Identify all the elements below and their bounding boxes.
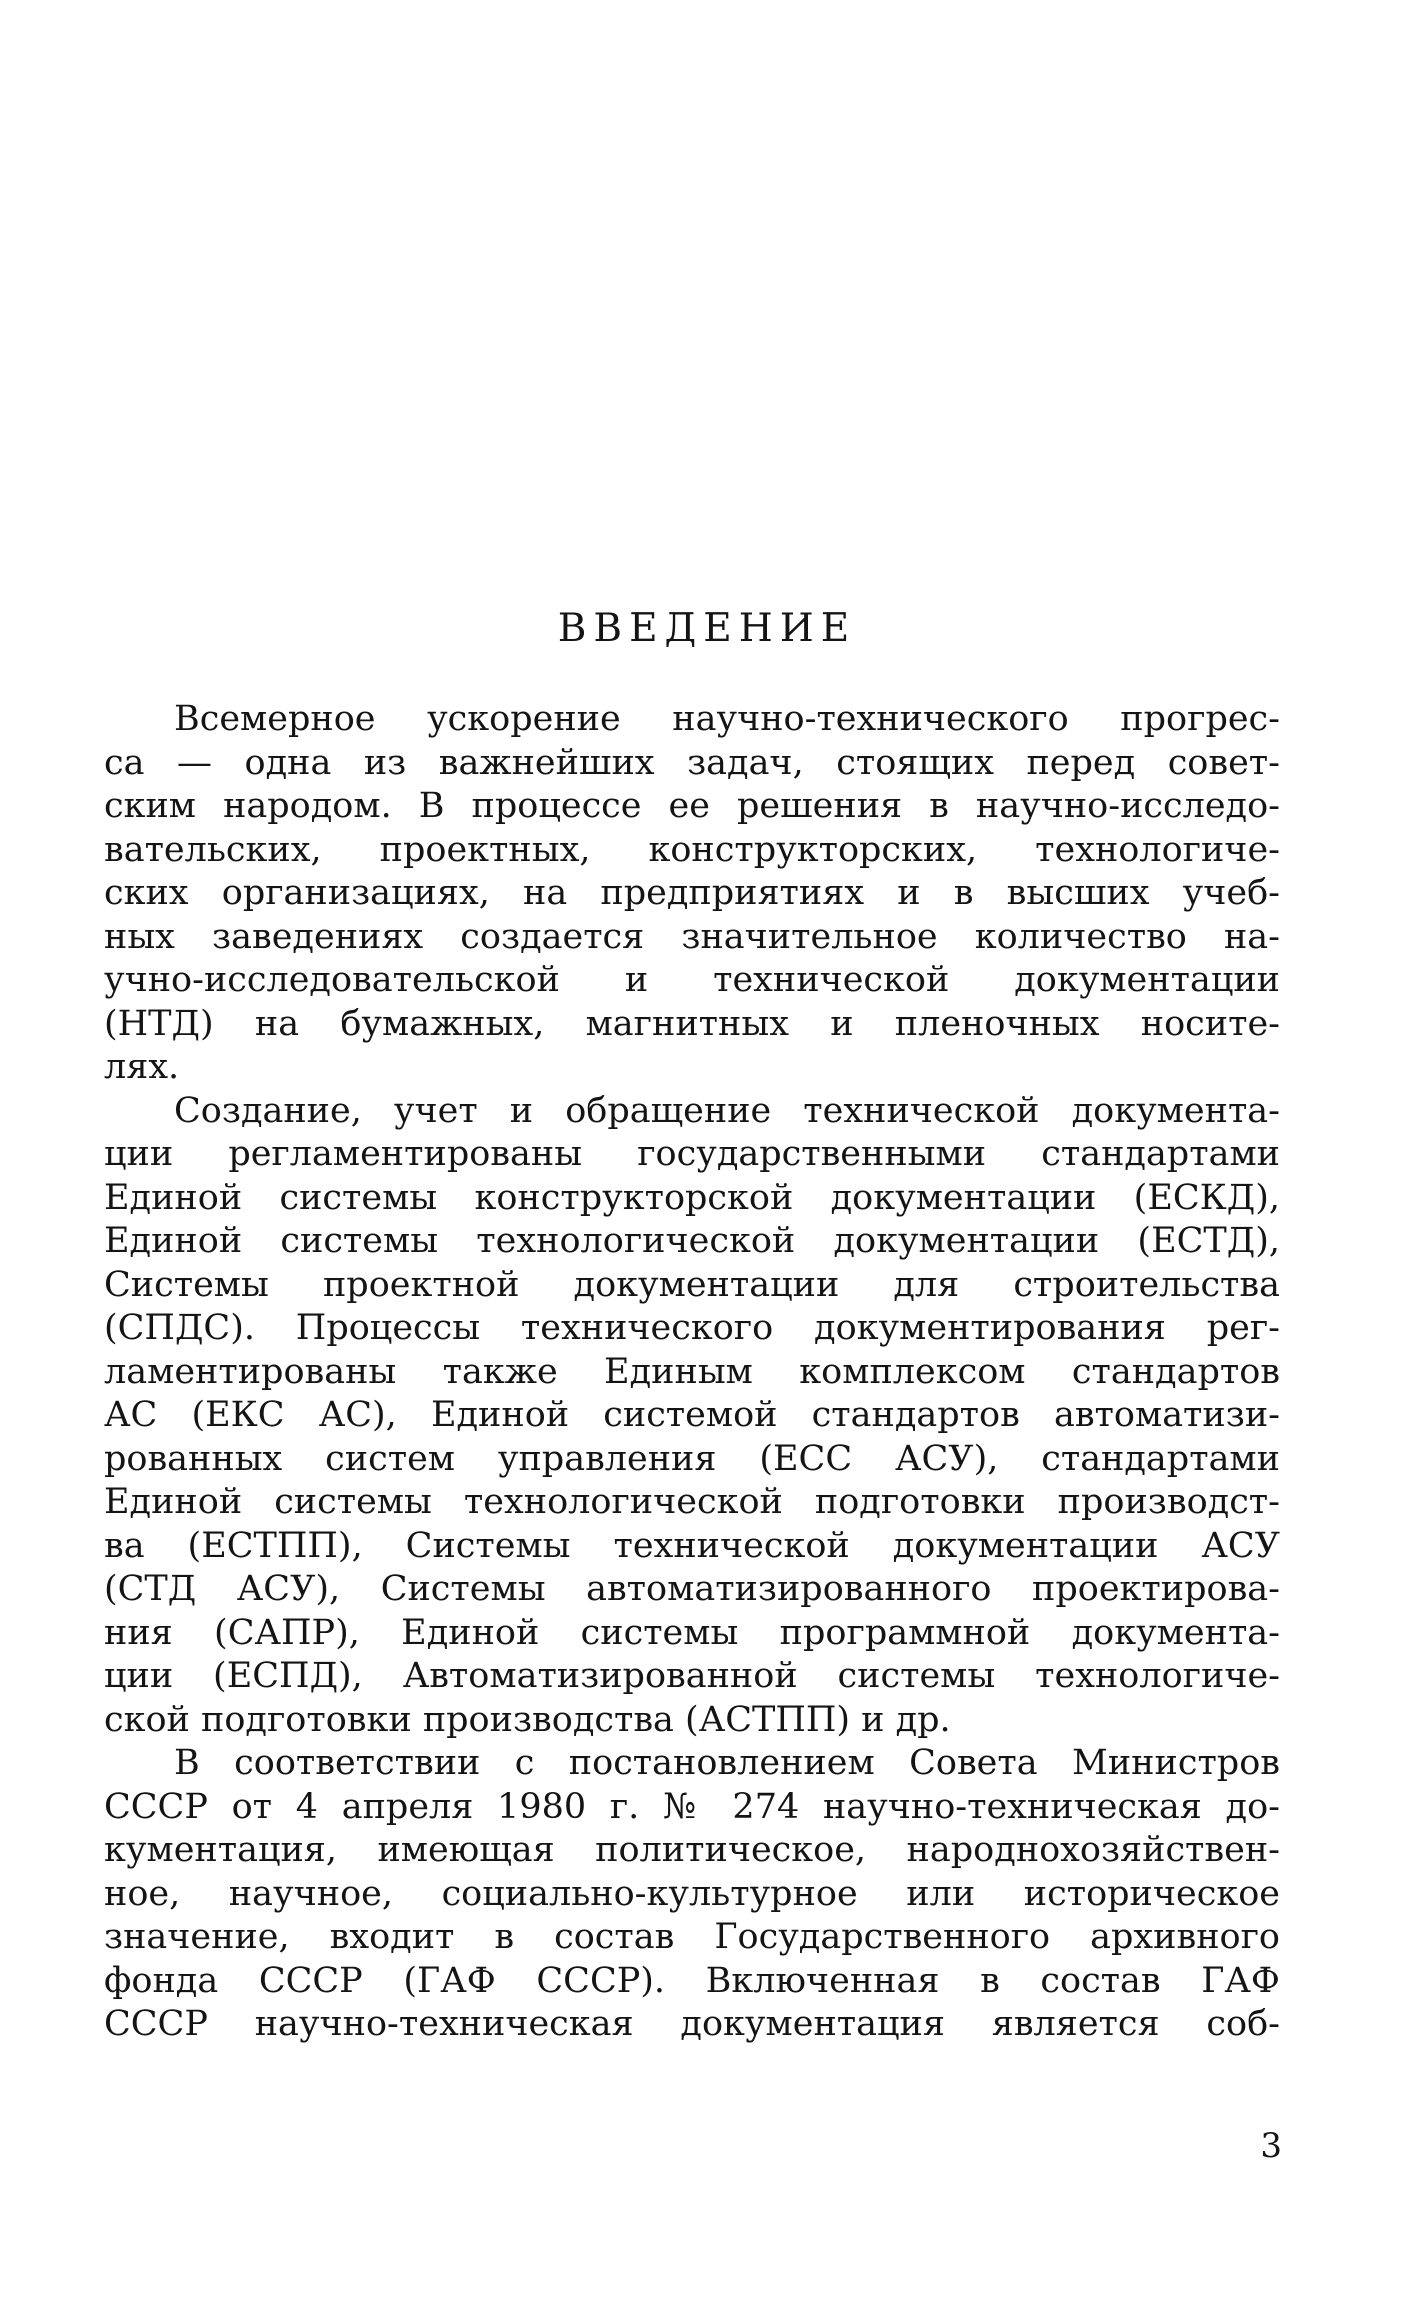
text-line: ских организациях, на предприятиях и в высших учеб- [104,873,1280,913]
text-line: (СТД АСУ), Системы автоматизированного проектирова- [104,1569,1280,1609]
text-line: ции (ЕСПД), Автоматизированной системы технологиче- [104,1656,1280,1696]
text-line: ва (ЕСТПП), Системы технической документации АСУ [104,1525,1280,1566]
text-line: ским народом. В процессе ее решения в научно-исследо- [104,786,1280,826]
text-line: лях. [104,1047,180,1087]
text-line: значение, входит в состав Государственного архивного [104,1917,1280,1957]
text-line: (СПДС). Процессы технического документирования рег- [104,1308,1280,1348]
text-line: са — одна из важнейших задач, стоящих перед совет- [104,742,1280,783]
text-line: В соответствии с постановлением Совета Министров [174,1743,1280,1783]
text-line: ных заведениях создается значительное количество на- [104,916,1280,957]
text-line: учно-исследовательской и технической документации [104,960,1280,1000]
text-line: Создание, учет и обращение технической документа- [174,1090,1280,1131]
text-line: СССР от 4 апреля 1980 г. № 274 научно-техническая до- [104,1786,1280,1827]
text-line: Единой системы технологической документации (ЕСТД), [104,1221,1280,1261]
text-line: (НТД) на бумажных, магнитных и пленочных носите- [104,1003,1280,1044]
text-line: ской подготовки производства (АСТПП) и др. [104,1699,951,1740]
text-line: Всемерное ускорение научно-технического прогрес- [174,699,1280,739]
text-line: Системы проектной документации для строительства [104,1264,1280,1305]
text-line: Единой системы технологической подготовки производст- [104,1482,1280,1522]
text-line: кументация, имеющая политическое, народнохозяйствен- [104,1830,1280,1870]
text-line: рованных систем управления (ЕСС АСУ), стандартами [104,1438,1280,1479]
text-line: СССР научно-техническая документация является соб- [104,2004,1280,2044]
text-line: ламентированы также Единым комплексом стандартов [104,1351,1280,1392]
text-line: ния (САПР), Единой системы программной документа- [104,1612,1280,1653]
page-number: 3 [1260,2126,1282,2166]
section-heading: ВВЕДЕНИЕ [557,606,857,651]
text-line: АС (ЕКС АС), Единой системой стандартов автоматизи- [104,1395,1280,1435]
text-line: ное, научное, социально-культурное или историческое [104,1873,1280,1914]
text-line: Единой системы конструкторской документации (ЕСКД), [104,1177,1280,1218]
body-text [104,698,1280,2047]
text-line: вательских, проектных, конструкторских, технологиче- [104,829,1280,870]
text-line: ции регламентированы государственными стандартами [104,1134,1280,1174]
text-line: фонда СССР (ГАФ СССР). Включенная в состав ГАФ [104,1960,1280,2001]
